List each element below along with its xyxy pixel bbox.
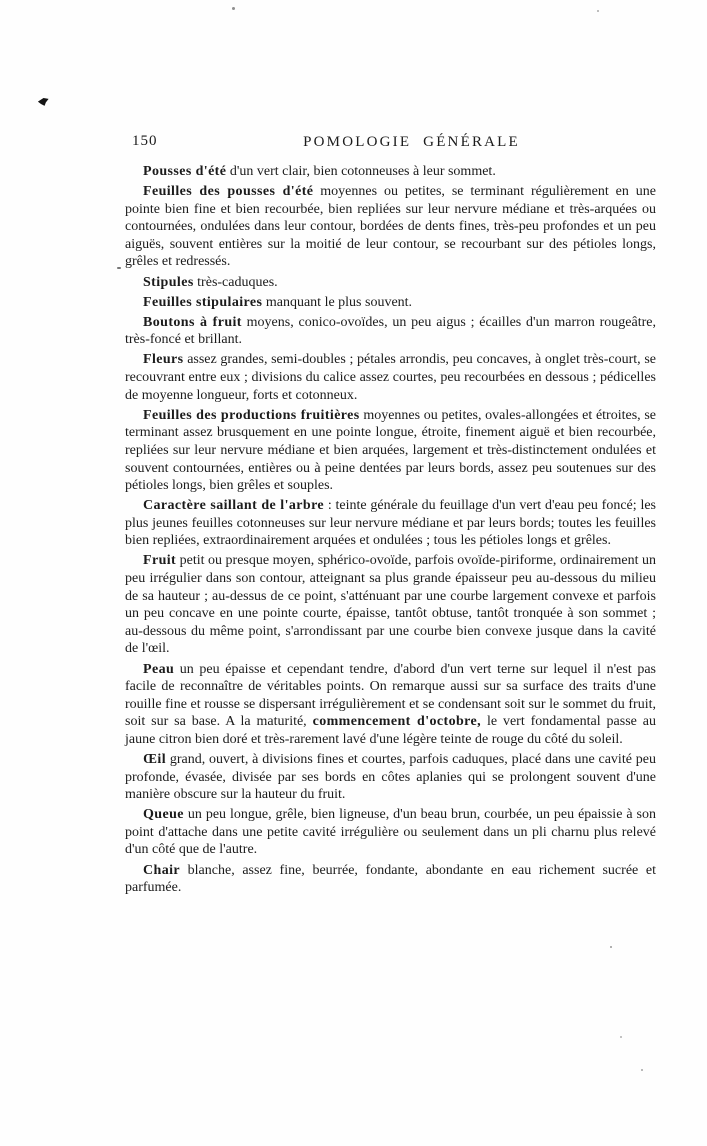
paragraph-pousses-dete — [125, 163, 656, 181]
maturity-date-bold: commencement d'octobre, — [312, 714, 482, 730]
paragraph-feuilles-pousses — [125, 183, 656, 271]
page-body — [125, 163, 656, 897]
paragraph-term: Feuilles des pousses d'été — [143, 184, 314, 200]
paragraph-text: un peu épaisse et cependant tendre, d'abord d'un vert terne sur lequel il n'est pas facile de reconnaître de véritables points. On remarque aussi sur sa surface des traits d'une rouille fine et rousse se dispersant irrégulièrement et se condensant soit sur le sommet du fruit, soit sur sa base. A la maturité, — [125, 661, 656, 730]
ink-speck — [597, 10, 599, 12]
paragraph-text: d'un vert clair, bien cotonneuses à leur sommet. — [226, 164, 496, 179]
paragraph-queue — [125, 806, 656, 859]
paragraph-text: moyennes ou petites, se terminant régulièrement en une pointe bien fine et bien recourbée, bien repliées sur leur nervure médiane et très-arquées ou contournées, ondulées dans leur contour, bordées de dents fines, très-peu profondes et un peu aiguës, souvent entières sur la moitié de leur contour, se recourbant sur des pétioles longs, grêles et redressés. — [125, 184, 656, 270]
paragraph-boutons-a-fruit — [125, 314, 656, 349]
paragraph-text: moyens, conico-ovoïdes, un peu aigus ; écailles d'un marron rougeâtre, très-foncé et brillant. — [125, 314, 656, 348]
paragraph-term: Feuilles des productions fruitières — [143, 407, 360, 423]
paragraph-term: Peau — [143, 661, 175, 677]
ink-speck — [117, 267, 121, 269]
paragraph-text: moyennes ou petites, ovales-allongées et étroites, se terminant assez brusquement en une pointe longue, étroite, finement aiguë et bien recourbée, repliées sur leur nervure médiane et bien arquées, largement et très-distinctement ondulées et souvent contournées, entières ou à peine dentées par leurs bords, assez peu soutenues sur des pétioles longs, bien grêles et souples. — [125, 407, 656, 494]
paragraph-term: Œil — [143, 752, 166, 767]
paragraph-fleurs — [125, 351, 656, 404]
paragraph-oeil — [125, 751, 656, 804]
running-title: POMOLOGIE GÉNÉRALE — [303, 134, 520, 150]
paragraph-term: Queue — [143, 807, 184, 823]
paragraph-term: Fruit — [143, 553, 177, 569]
paragraph-chair — [125, 862, 656, 897]
ink-speck — [610, 946, 612, 948]
ink-speck — [37, 97, 49, 106]
paragraph-text: petit ou presque moyen, sphérico-ovoïde, parfois ovoïde-piriforme, ordinairement un peu irrégulier dans son contour, atteignant sa plus grande épaisseur peu au-dessous du milieu de sa hauteur ; au-dessus de ce point, s'atténuant par une courbe largement convexe et parfois un peu concave en une pointe courte, épaisse, tantôt obtuse, tantôt tronquée à son sommet ; au-dessous du même point, s'arrondissant par une courbe bien convexe jusque dans la cavité de l'œil. — [125, 553, 656, 657]
paragraph-term: Stipules — [143, 274, 194, 290]
paragraph-term: Boutons à fruit — [143, 314, 242, 330]
paragraph-text: très-caduques. — [193, 274, 278, 290]
paragraph-caractere-saillant — [125, 497, 656, 550]
paragraph-text: un peu longue, grêle, bien ligneuse, d'un beau brun, courbée, un peu épaissie à son point d'attache dans une petite cavité irrégulière ou seulement dans un pli charnu plus relevé d'un côté que de l'autre. — [125, 807, 656, 858]
paragraph-term: Caractère saillant de l'arbre — [143, 498, 325, 514]
paragraph-term: Chair — [143, 862, 180, 878]
paragraph-term: Feuilles stipulaires — [143, 294, 263, 310]
paragraph-peau — [125, 661, 656, 749]
ink-speck — [620, 1036, 622, 1038]
paragraph-feuilles-stipulaires — [125, 294, 656, 312]
paragraph-text: manquant le plus souvent. — [262, 294, 413, 310]
page-number: 150 — [132, 133, 158, 149]
paragraph-fruit — [125, 552, 656, 658]
ink-speck — [641, 1069, 643, 1071]
running-header — [125, 133, 656, 153]
paragraph-term: Fleurs — [143, 352, 184, 368]
paragraph-text: grand, ouvert, à divisions fines et courtes, parfois caduques, placé dans une cavité peu profonde, évasée, divisée par ses bords en côtes aplanies qui se prolongent souvent d'une manière obscure sur la hauteur du fruit. — [125, 752, 656, 803]
paragraph-term: Pousses d'été — [143, 164, 227, 179]
paragraph-feuilles-productions — [125, 407, 656, 495]
ink-speck — [232, 7, 235, 10]
paragraph-text: : teinte générale du feuillage d'un vert d'eau peu foncé; les plus jeunes feuilles cotonneuses sur leur nervure médiane et par leurs bords; toutes les feuilles bien repliées, extraordinairement arquées et ondulées ; tous les pétioles longs et grêles. — [125, 498, 656, 549]
paragraph-text: le vert fondamental passe au jaune citron bien doré et très-rarement lavé d'une légère teinte de rouge du côté du soleil. — [125, 714, 656, 747]
paragraph-text: assez grandes, semi-doubles ; pétales arrondis, peu concaves, à onglet très-court, se recouvrant entre eux ; divisions du calice assez courtes, peu recourbées en dessous ; pédicelles de moyenne longueur, forts et cotonneux. — [125, 352, 656, 403]
paragraph-text: blanche, assez fine, beurrée, fondante, abondante en eau richement sucrée et parfumée. — [125, 862, 656, 896]
paragraph-stipules — [125, 274, 656, 292]
